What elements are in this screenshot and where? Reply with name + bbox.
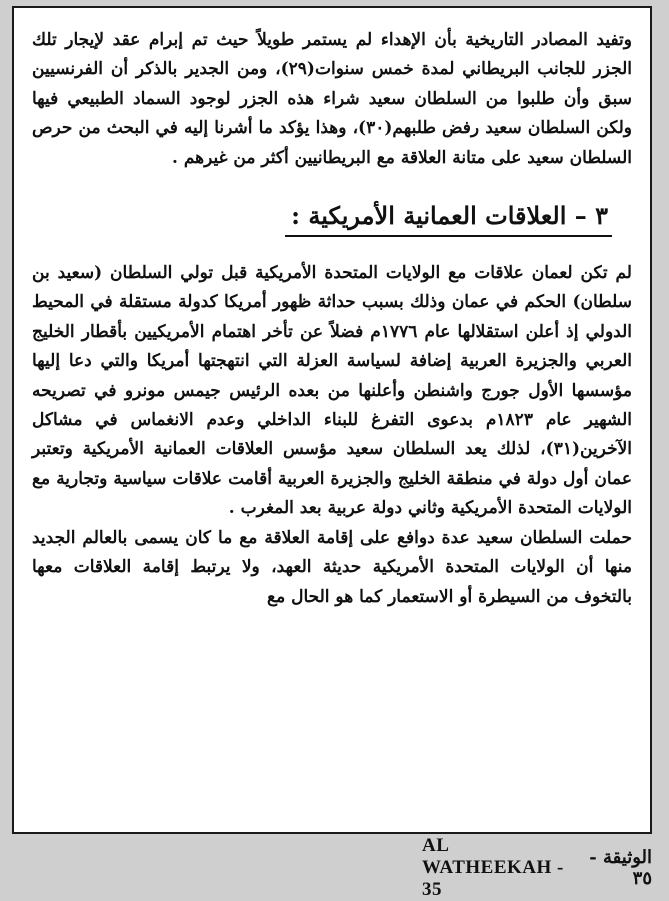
page-frame bbox=[12, 6, 652, 834]
footer-arabic-title: الوثيقة - ٣٥ bbox=[589, 847, 652, 889]
section-heading: ٣ – العلاقات العمانية الأمريكية : bbox=[285, 199, 612, 237]
footer-english-title: AL WATHEEKAH - 35 bbox=[422, 835, 564, 900]
paragraph-3: حملت السلطان سعيد عدة دوافع على إقامة العلاقة مع ما كان يسمى بالعالم الجديد منها أن الولايات المتحدة الأمريكية حديثة العهد، ولا يرتبط إقامة العلاقات معها بالتخوف من السيطرة أو الاستعمار كما هو الحال مع bbox=[32, 527, 632, 607]
paragraph-2: لم تكن لعمان علاقات مع الولايات المتحدة الأمريكية قبل تولي السلطان (سعيد بن سلطان) الحكم في عمان وذلك بسبب حداثة ظهور أمريكا كدولة مستقلة في المحيط الدولي إذ أعلن استقلالها عام ١٧٧٦م فضلاً عن تأخر اهتمام الأمريكيين بأقطار الخليج العربي والجزيرة العربية إضافة لسياسة العزلة التي انتهجتها أمريكا والتي دعا إليها مؤسسها الأول جورج واشنطن وأعلنها من بعده الرئيس جيمس مونرو في تصريحه الشهير عام ١٨٢٣م بدعوى التفرغ للبناء الداخلي وعدم الانغماس في مشاكل الآخرين(٣١)، لذلك يعد السلطان سعيد مؤسس العلاقات العمانية الأمريكية وتعتبر عمان أول دولة في منطقة الخليج والجزيرة العربية أقامت علاقات سياسية وتجارية مع الولايات المتحدة الأمريكية وثاني دولة عربية بعد المغرب . bbox=[32, 263, 632, 519]
paragraph-1: وتفيد المصادر التاريخية بأن الإهداء لم يستمر طويلاً حيث تم إبرام عقد لإيجار تلك الجزر للجانب البريطاني لمدة خمس سنوات(٢٩)، ومن الجدير بالذكر أن الفرنسيين سبق وأن طلبوا من السلطان سعيد شراء هذه الجزر لوجود السماد الطبيعي فيها ولكن السلطان سعيد رفض طلبهم(٣٠)، وهذا يؤكد ما أشرنا إليه في البحث من حرص السلطان سعيد على متانة العلاقة مع البريطانيين أكثر من غيرهم . bbox=[32, 30, 633, 168]
page-footer bbox=[12, 835, 652, 900]
article-body bbox=[32, 26, 632, 828]
section-heading-container bbox=[32, 199, 632, 237]
